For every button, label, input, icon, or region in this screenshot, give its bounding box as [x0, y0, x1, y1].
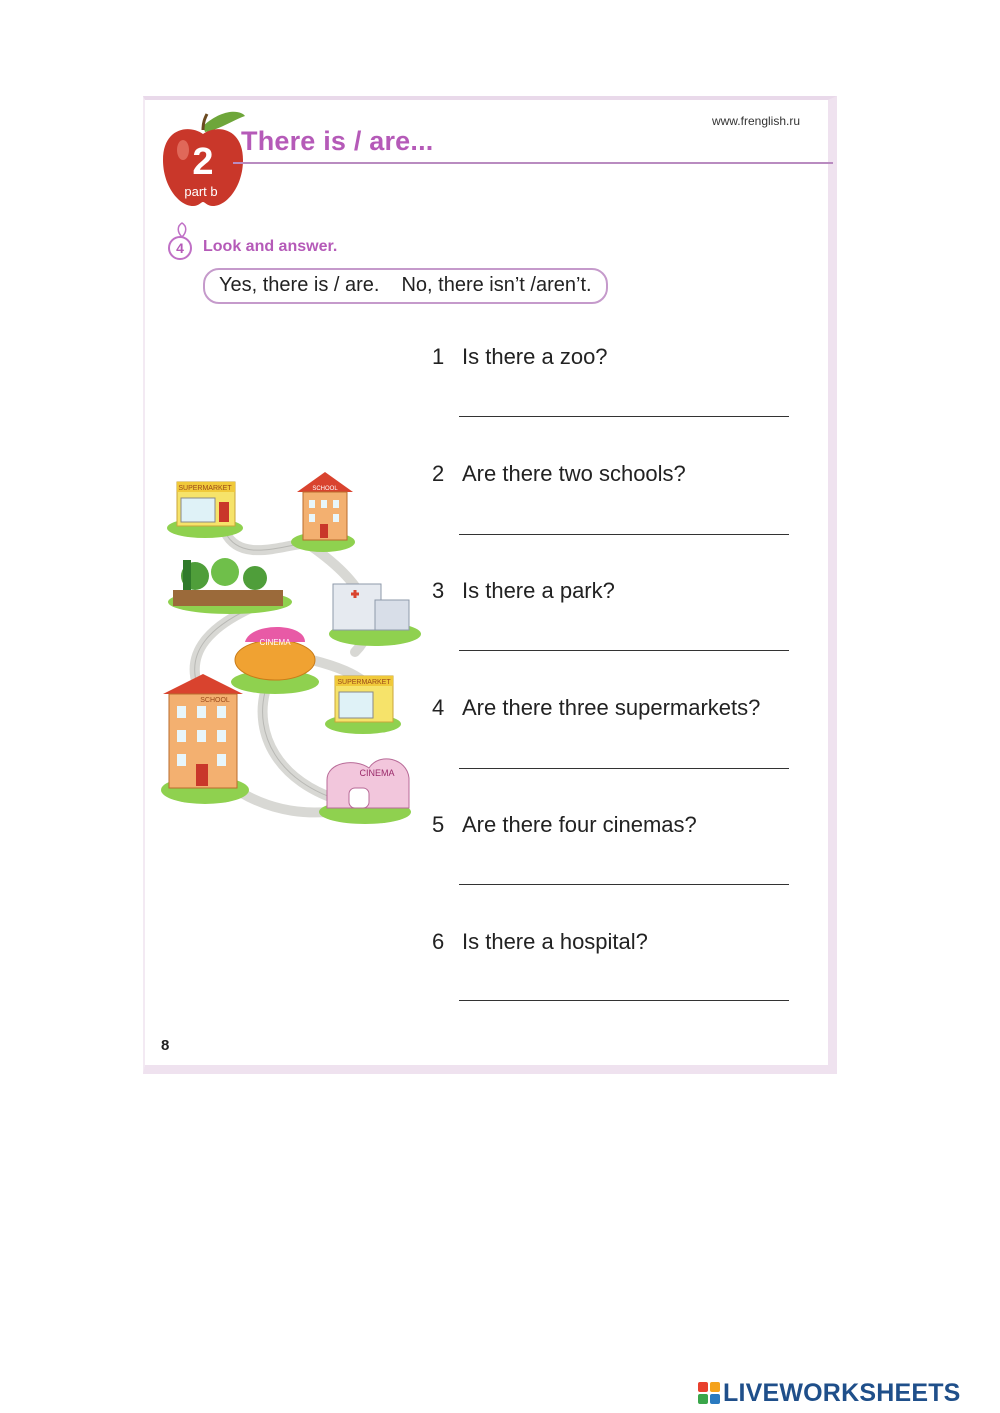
cinema-building-2 [319, 759, 411, 824]
question-1 [432, 344, 608, 370]
question-number: 3 [432, 578, 445, 603]
question-3 [432, 578, 615, 604]
answer-options-box [203, 268, 608, 304]
map-label-cinema-1: CINEMA [259, 638, 291, 647]
liveworksheets-brand: LIVEWORKSHEETS [723, 1378, 961, 1407]
unit-number: 2 [192, 141, 214, 183]
school-building-1 [291, 472, 355, 552]
question-text: Is there a hospital? [462, 929, 648, 954]
park [168, 558, 292, 614]
liveworksheets-logo [698, 1380, 961, 1406]
unit-part: part b [184, 184, 218, 199]
answer-option-no: No, there isn’t /aren’t. [401, 274, 592, 296]
question-text: Is there a zoo? [462, 344, 608, 369]
question-number: 4 [432, 695, 445, 720]
school-building-2 [161, 674, 249, 804]
question-5 [432, 812, 697, 838]
answer-blank-2[interactable] [459, 534, 789, 535]
map-label-cinema-2: CINEMA [359, 768, 395, 778]
question-number: 2 [432, 461, 445, 486]
question-text: Are there three supermarkets? [462, 695, 761, 720]
question-text: Are there four cinemas? [462, 812, 697, 837]
question-number: 6 [432, 929, 445, 954]
question-number: 5 [432, 812, 445, 837]
title-underline [233, 162, 833, 164]
supermarket-building-2 [325, 676, 401, 734]
map-label-school-2: SCHOOL [200, 697, 230, 704]
question-text: Is there a park? [462, 578, 615, 603]
answer-blank-3[interactable] [459, 650, 789, 651]
map-label-supermarket-2: SUPERMARKET [337, 679, 391, 686]
apple-unit-icon [159, 110, 247, 210]
answer-blank-5[interactable] [459, 884, 789, 885]
hospital-building [329, 584, 421, 646]
question-6 [432, 929, 648, 955]
answer-blank-1[interactable] [459, 416, 789, 417]
answer-option-yes: Yes, there is / are. [219, 274, 380, 296]
map-label-school-1: SCHOOL [312, 486, 338, 492]
liveworksheets-icon [698, 1382, 720, 1404]
page-number: 8 [161, 1037, 170, 1054]
page-title: There is / are... [241, 126, 434, 156]
answer-blank-6[interactable] [459, 1000, 789, 1001]
question-number: 1 [432, 344, 445, 369]
website-url: www.frenglish.ru [711, 114, 800, 128]
question-text: Are there two schools? [462, 461, 686, 486]
town-map-illustration [155, 462, 425, 842]
question-2 [432, 461, 686, 487]
map-label-supermarket-1: SUPERMARKET [178, 485, 232, 492]
exercise-instruction: Look and answer. [203, 238, 338, 255]
worksheet-page [143, 96, 837, 1074]
answer-blank-4[interactable] [459, 768, 789, 769]
question-4 [432, 695, 760, 721]
cinema-building-1 [231, 627, 319, 694]
exercise-number: 4 [168, 236, 192, 260]
